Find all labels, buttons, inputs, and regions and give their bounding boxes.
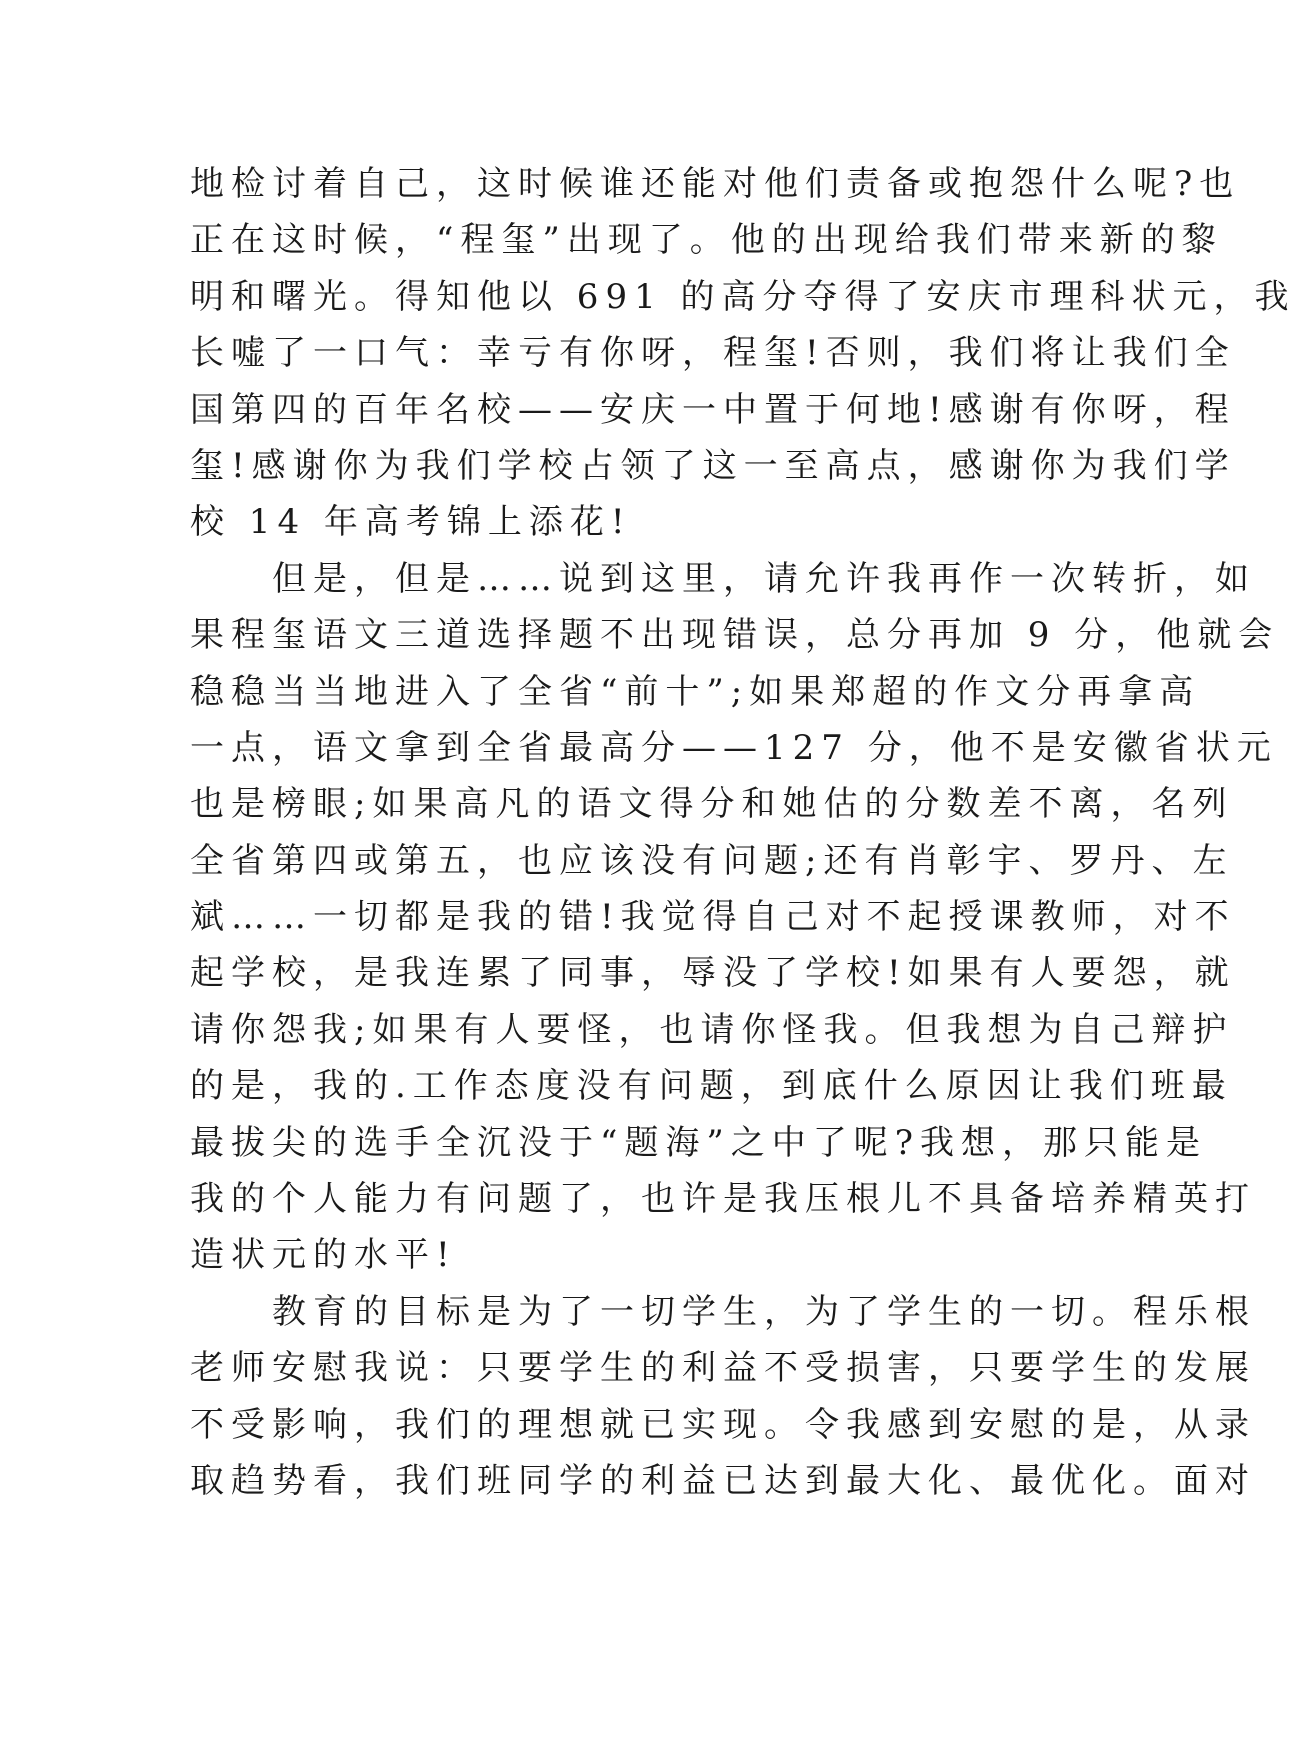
text-line: 造状元的水平!	[190, 1235, 457, 1276]
paragraph	[190, 1284, 1256, 1510]
text-line: 最拔尖的选手全沉没于“题海”之中了呢?我想，那只能是	[190, 1122, 1207, 1163]
text-line: 请你怨我;如果有人要怪，也请你怪我。但我想为自己辩护	[190, 1009, 1234, 1050]
text-line: 玺!感谢你为我们学校占领了这一至高点，感谢你为我们学	[190, 445, 1236, 486]
text-line: 我的个人能力有问题了，也许是我压根儿不具备培养精英打	[190, 1179, 1256, 1220]
text-line: 教育的目标是为了一切学生，为了学生的一切。程乐根	[190, 1291, 1256, 1332]
text-line: 斌……一切都是我的错!我觉得自己对不起授课教师，对不	[190, 897, 1236, 938]
text-line: 明和曙光。得知他以 691 的高分夺得了安庆市理科状元，我	[190, 276, 1296, 317]
paragraph	[190, 156, 1296, 551]
text-line: 全省第四或第五，也应该没有问题;还有肖彰宇、罗丹、左	[190, 840, 1234, 881]
text-line: 稳稳当当地进入了全省“前十”;如果郑超的作文分再拿高	[190, 671, 1201, 712]
text-line: 地检讨着自己，这时候谁还能对他们责备或抱怨什么呢?也	[190, 164, 1241, 204]
paragraph	[190, 551, 1280, 1284]
text-line: 起学校，是我连累了同事，辱没了学校!如果有人要怨，就	[190, 953, 1236, 994]
text-line: 长嘘了一口气：幸亏有你呀，程玺!否则，我们将让我们全	[190, 333, 1236, 374]
text-line: 的是，我的.工作态度没有问题，到底什么原因让我们班最	[190, 1066, 1233, 1107]
text-line: 老师安慰我说：只要学生的利益不受损害，只要学生的发展	[190, 1348, 1256, 1389]
body-text	[190, 156, 1296, 1509]
text-line: 正在这时候，“程玺”出现了。他的出现给我们带来新的黎	[190, 220, 1223, 261]
text-line: 一点，语文拿到全省最高分——127 分，他不是安徽省状元	[190, 727, 1278, 768]
text-line: 国第四的百年名校——安庆一中置于何地!感谢有你呀，程	[190, 389, 1236, 430]
text-line: 不受影响，我们的理想就已实现。令我感到安慰的是，从录	[190, 1404, 1256, 1445]
text-line: 校 14 年高考锦上添花!	[190, 502, 632, 543]
text-line: 果程玺语文三道选择题不出现错误，总分再加 9 分，他就会	[190, 615, 1280, 656]
text-line: 但是，但是……说到这里，请允许我再作一次转折，如	[190, 558, 1256, 599]
text-line: 取趋势看，我们班同学的利益已达到最大化、最优化。面对	[190, 1460, 1256, 1501]
text-line: 也是榜眼;如果高凡的语文得分和她估的分数差不离，名列	[190, 784, 1234, 825]
